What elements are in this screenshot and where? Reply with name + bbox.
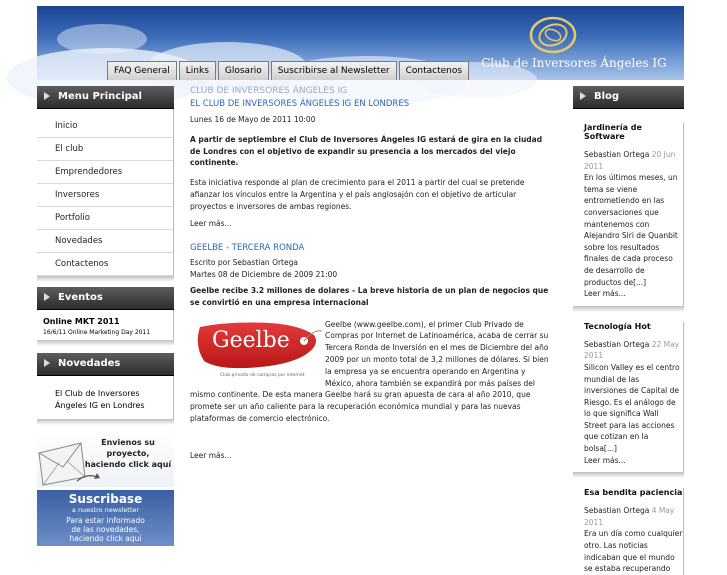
blog-block: [573, 86, 684, 575]
menu-shadow: [37, 276, 174, 282]
blog-post-read-more[interactable]: Leer más...: [584, 289, 626, 299]
blog-post-meta: [573, 149, 683, 172]
news-title: Novedades: [58, 358, 121, 369]
bullet-icon: [44, 92, 50, 100]
blog-post-meta: [573, 339, 683, 362]
article2-lead: Geelbe recibe 3.2 millones de dolares - La breve historia de un plan de negocios que se convirtió en una empresa internacional: [190, 285, 549, 307]
menu-item-contactenos[interactable]: Contactenos: [37, 253, 173, 276]
blog-header: [573, 86, 684, 109]
article1-body: Esta iniciativa responde al plan de crecimiento para el 2011 a partir del cual se pretende afianzar los vínculos entre la Argentina y el país anglosajón con el objetivo de articular proyectos e inversores de ambas regiones.: [190, 178, 525, 211]
blog-shadow: [573, 306, 684, 312]
top-nav: [107, 61, 471, 80]
blog-post-body: Silicon Valley es el centro mundial de las inversiones de Capital de Riesgo. Es el análogo de lo que significa Wall Street para las acciones que cotizan en la bolsa[...]: [584, 362, 680, 454]
events-header: [37, 287, 174, 310]
menu-item-inversores[interactable]: Inversores: [37, 184, 173, 207]
promo2-line3: haciendo click aquí: [69, 534, 142, 543]
main-menu-list: [37, 109, 174, 276]
blog-post-date: 4 May 2011: [584, 506, 675, 527]
blog-post-title[interactable]: Tecnología Hot: [584, 321, 651, 331]
blog-post-body: Era un día como cualquier otro. Las noticias indicaban que el mundo se estaba recuperando: [584, 529, 683, 574]
bullet-icon: [44, 293, 50, 301]
event-name[interactable]: Online MKT 2011: [43, 317, 120, 326]
main-menu-title: Menu Principal: [58, 91, 142, 102]
main-menu-header: [37, 86, 174, 109]
menu-item-inicio[interactable]: Inicio: [37, 115, 173, 138]
promo-newsletter[interactable]: [37, 490, 174, 546]
promo2-title: Suscribase: [68, 492, 143, 506]
blog-post-author: Sebastian Ortega: [584, 339, 650, 349]
article2-read-more[interactable]: Leer más...: [190, 450, 232, 460]
bullet-icon: [580, 92, 586, 100]
article1-read-more[interactable]: Leer más...: [190, 218, 232, 228]
article1-lead: A partir de septiembre el Club de Inversores Ángeles IG estará de gira en la ciudad de Londres con el objetivo de expandir su presencia a los mercados del viejo continente.: [190, 134, 543, 168]
bullet-icon: [44, 359, 50, 367]
news-block: [37, 353, 174, 425]
blog-post-author: Sebastian Ortega: [584, 150, 650, 159]
article2-body: Geelbe (www.geelbe.com), el primer Club Privado de Compras por Internet de Latinoamérica, acaba de cerrar su Tercera Ronda de Inversión en el mes de Diciembre del año 2009 por un monto total de 3,2 millones de dólares. Si bien la empresa ya se encuentra operando en Argentina y México, ahora también se expandirá por más países del mismo continente. De esta manera Geelbe hará su gran apuesta de cara al año 2010, que promete ser un año caliente para la recuperación económica mundial y para las nuevas plataformas de comercio electrónico.: [190, 319, 549, 423]
main-content: [190, 86, 555, 462]
promo2-line1: Para estar informado: [66, 516, 145, 525]
nav-newsletter[interactable]: Suscribirse al Newsletter: [271, 61, 397, 80]
article1-date: Lunes 16 de Mayo de 2011 10:00: [190, 115, 316, 124]
nav-links[interactable]: Links: [179, 61, 216, 80]
blog-post-read-more[interactable]: Leer más...: [584, 455, 626, 465]
section-label: CLUB DE INVERSORES ÁNGELES IG: [190, 86, 348, 96]
blog-post-date: 20 Jun 2011: [584, 150, 676, 171]
nav-faq[interactable]: FAQ General: [107, 61, 177, 80]
promo1-line2: haciendo click aquí: [84, 460, 172, 469]
menu-item-emprendedores[interactable]: Emprendedores: [37, 161, 173, 184]
promo2-sub: a nuestro newsletter: [71, 506, 140, 514]
news-item[interactable]: El Club de Inversores Ángeles IG en Londres: [55, 389, 145, 410]
nav-contactenos[interactable]: Contactenos: [399, 61, 469, 80]
logo-rings-icon: [527, 14, 579, 56]
blog-post-body: En los últimos meses, un tema se viene entrometiendo en las conversaciones que mantenemos con Alejandro Siri de Quanbit sobre los resultados finales de cada proceso de desarrollo de productos de[...]: [584, 173, 678, 287]
news-header: [37, 353, 174, 376]
menu-item-novedades[interactable]: Novedades: [37, 230, 173, 253]
promo2-line2: de las novedades,: [71, 525, 140, 534]
blog-shadow: [573, 472, 684, 478]
events-title: Eventos: [58, 292, 103, 303]
blog-post-date: 22 May 2011: [584, 339, 680, 361]
events-block: [37, 287, 174, 346]
blog-post-title[interactable]: Jardinería de Software: [584, 123, 642, 141]
geelbe-image: [190, 319, 322, 381]
article2-title[interactable]: GEELBE - TERCERA RONDA: [190, 243, 305, 254]
blog-title: Blog: [594, 91, 620, 102]
blog-post-author: Sebastian Ortega: [584, 506, 650, 516]
geelbe-logo-text: Geelbe: [212, 327, 290, 353]
event-detail: 16/6/11 Online Marketing Day 2011: [43, 329, 151, 336]
main-menu: [37, 86, 174, 282]
article1-title[interactable]: EL CLUB DE INVERSORES ÁNGELES IG EN LONDRES: [190, 99, 410, 109]
blog-post-title[interactable]: Esa bendita paciencia: [584, 488, 683, 498]
menu-item-portfolio[interactable]: Portfolio: [37, 207, 173, 230]
blog-post-meta: [573, 505, 683, 528]
menu-item-el-club[interactable]: El club: [37, 138, 173, 161]
geelbe-tagline: Club privado de compras por internet: [220, 372, 305, 378]
arrow-icon: [75, 471, 101, 485]
news-shadow: [37, 419, 174, 425]
nav-glosario[interactable]: Glosario: [218, 61, 269, 80]
events-shadow: [37, 340, 174, 346]
logo-text: Club de Inversores Ángeles IG: [481, 56, 667, 70]
promo1-line1: Envienos su proyecto,: [101, 438, 155, 458]
article2-author: Escrito por Sebastian Ortega: [190, 258, 298, 268]
article2-date: Martes 08 de Diciembre de 2009 21:00: [190, 270, 338, 280]
promo-send-project[interactable]: [37, 431, 174, 487]
